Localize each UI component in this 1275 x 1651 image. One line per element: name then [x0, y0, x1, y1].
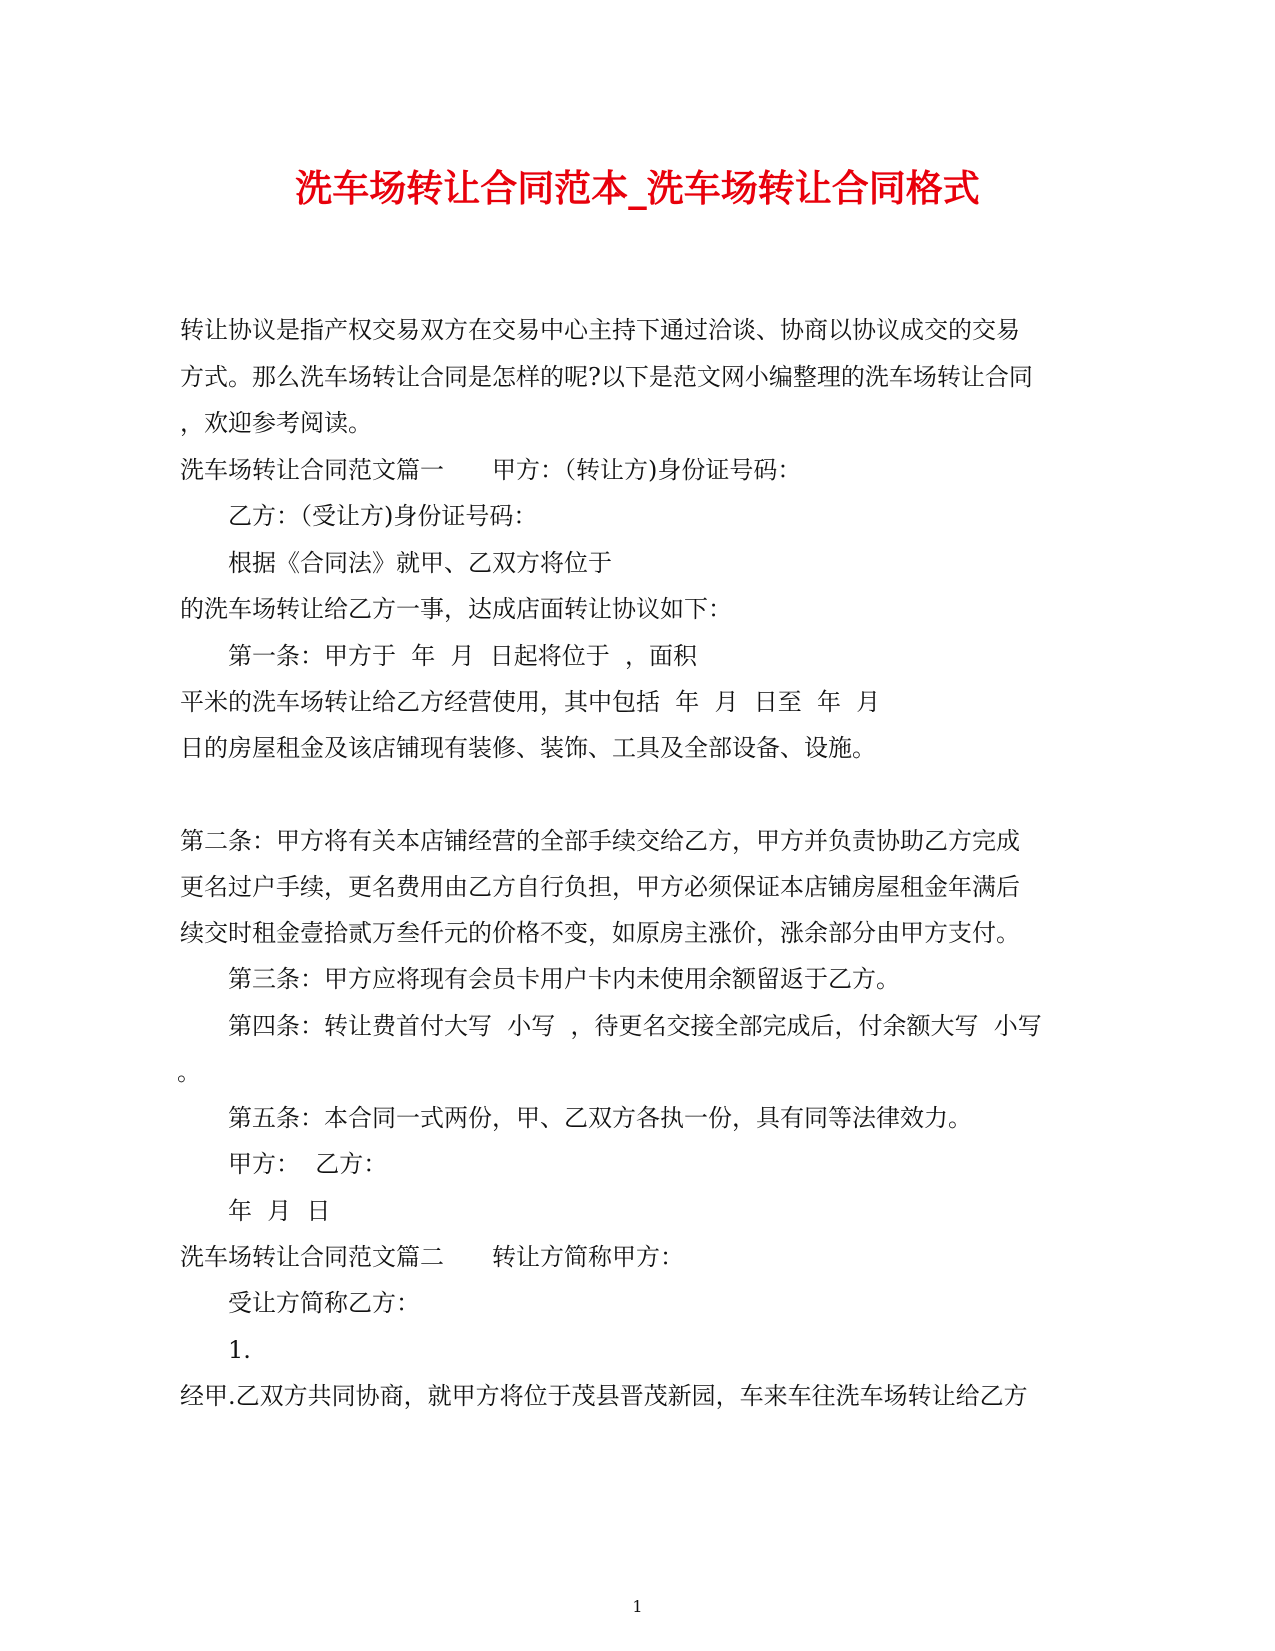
body-line: ，欢迎参考阅读。 [180, 409, 372, 437]
article-four: 第四条：转让费首付大写 小写 ，待更名交接全部完成后，付余额大写 小写 [228, 1012, 1042, 1040]
article-three: 第三条：甲方应将现有会员卡用户卡内未使用余额留返于乙方。 [228, 965, 900, 993]
body-line: 续交时租金壹拾贰万叁仟元的价格不变，如原房主涨价，涨余部分由甲方支付。 [180, 919, 1020, 947]
body-line: 方式。那么洗车场转让合同是怎样的呢?以下是范文网小编整理的洗车场转让合同 [180, 363, 1033, 391]
body-line: 平米的洗车场转让给乙方经营使用，其中包括 年 月 日至 年 月 [180, 688, 881, 716]
body-line: 更名过户手续，更名费用由乙方自行负担，甲方必须保证本店铺房屋租金年满后 [180, 873, 1020, 901]
article-one: 第一条：甲方于 年 月 日起将位于 ，面积 [228, 642, 698, 670]
body-line: 根据《合同法》就甲、乙双方将位于 [228, 549, 612, 577]
body-line: 转让协议是指产权交易双方在交易中心主持下通过洽谈、协商以协议成交的交易 [180, 316, 1020, 344]
body-line: 日的房屋租金及该店铺现有装修、装饰、工具及全部设备、设施。 [180, 734, 876, 762]
list-number: 1. [228, 1336, 251, 1364]
document-title: 洗车场转让合同范本_洗车场转让合同格式 [295, 166, 980, 210]
article-five: 第五条：本合同一式两份，甲、乙双方各执一份，具有同等法律效力。 [228, 1104, 972, 1132]
body-line: 。 [177, 1058, 201, 1086]
section-heading-one: 洗车场转让合同范文篇一 甲方：（转让方)身份证号码： [180, 456, 802, 484]
section-heading-two: 洗车场转让合同范文篇二 转让方简称甲方： [180, 1243, 684, 1271]
article-two: 第二条：甲方将有关本店铺经营的全部手续交给乙方，甲方并负责协助乙方完成 [180, 827, 1020, 855]
body-line: 乙方：（受让方)身份证号码： [228, 502, 538, 530]
body-line: 经甲.乙双方共同协商，就甲方将位于茂县晋茂新园，车来车往洗车场转让给乙方 [180, 1382, 1028, 1410]
body-line: 的洗车场转让给乙方一事，达成店面转让协议如下： [180, 595, 732, 623]
body-line: 受让方简称乙方： [228, 1289, 420, 1317]
page-number: 1 [632, 1597, 643, 1616]
date-line: 年 月 日 [228, 1197, 331, 1225]
signature-line: 甲方： 乙方： [228, 1150, 388, 1178]
